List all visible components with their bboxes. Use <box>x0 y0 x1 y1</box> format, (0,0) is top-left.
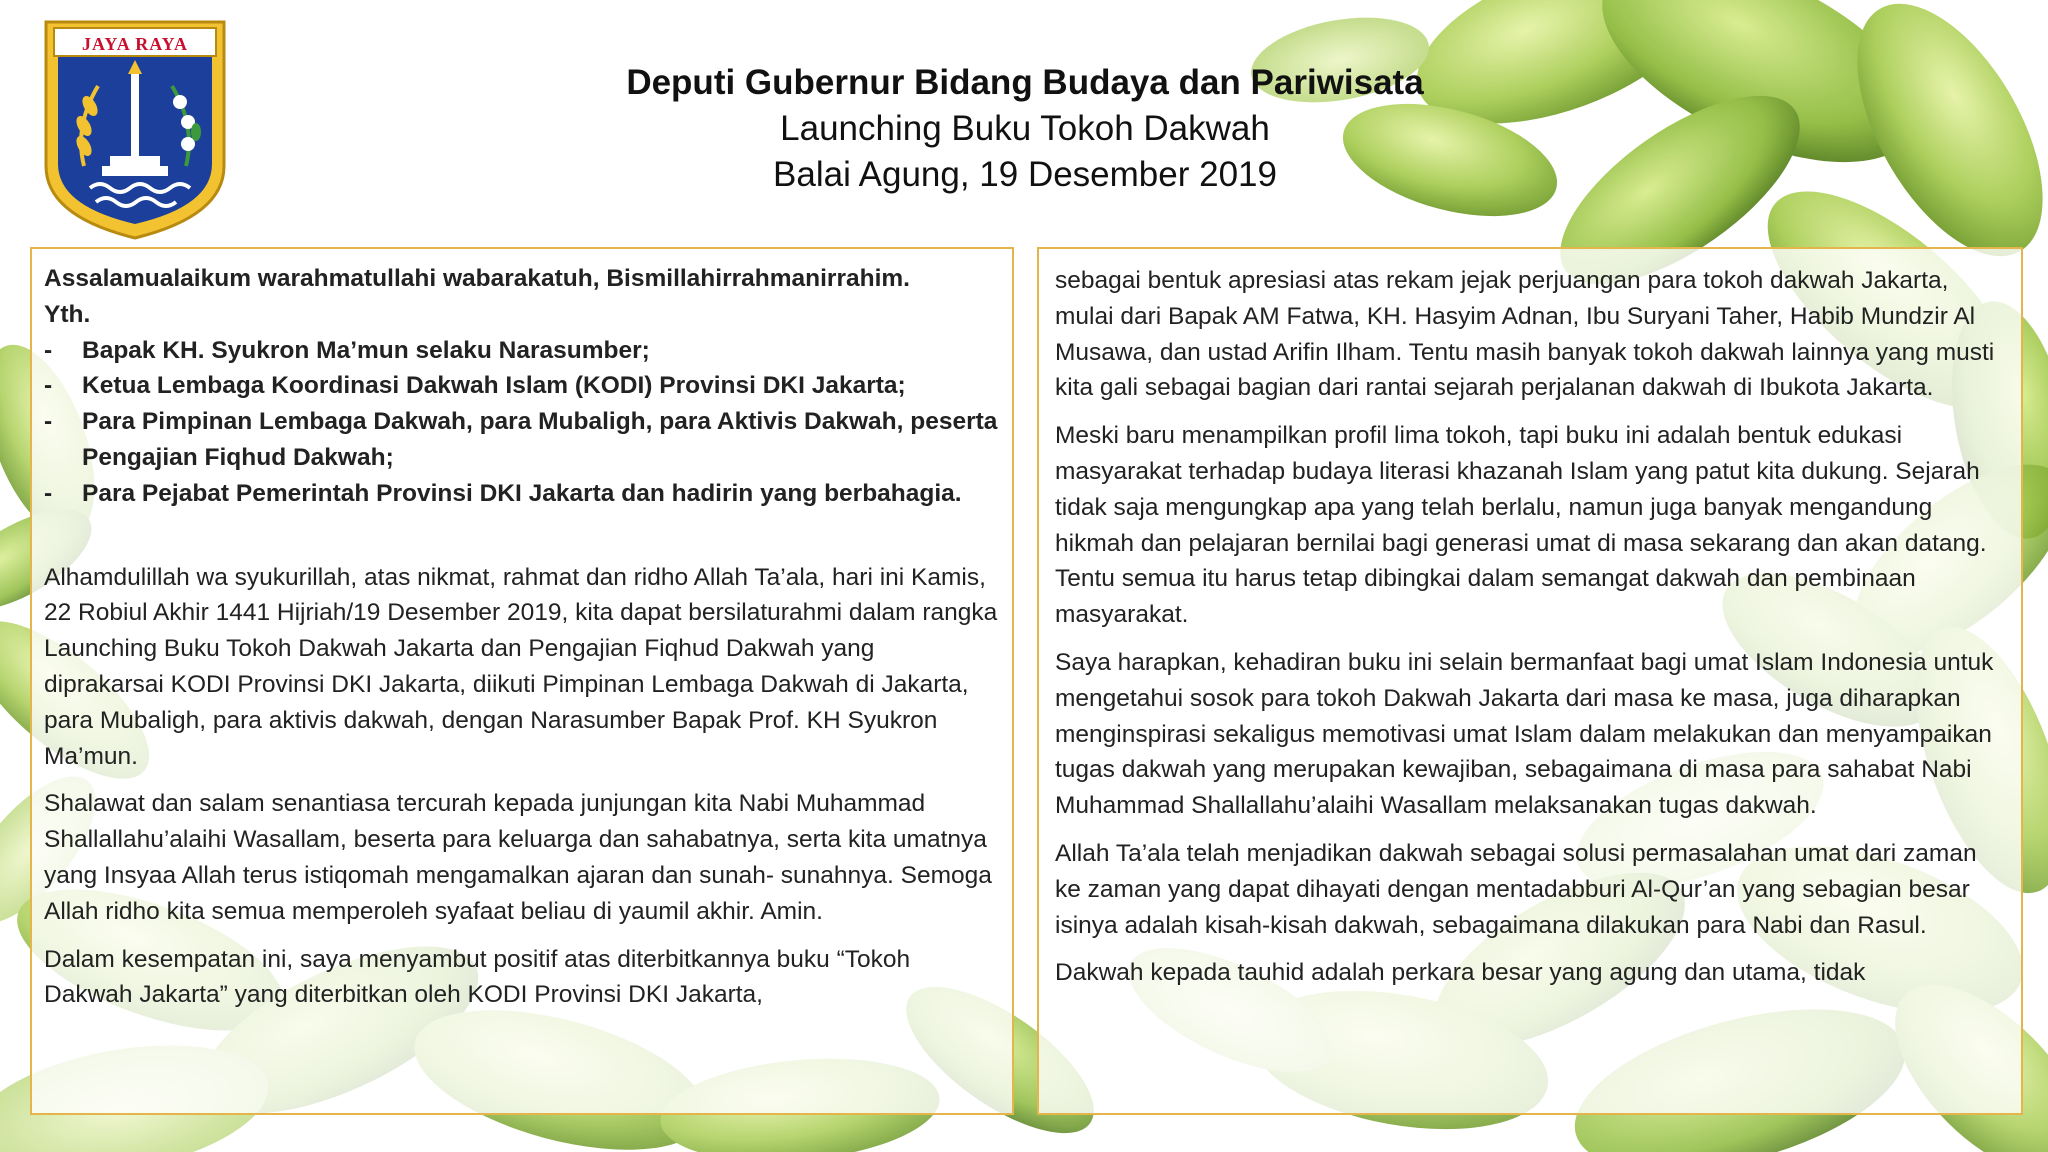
paragraph: Shalawat dan salam senantiasa tercurah kepada junjungan kita Nabi Muhammad Shallallahu’alaihi Wasallam, beserta para keluarga dan sahabatnya, serta kita umatnya yang Insyaa Allah terus istiqomah mengamalkan ajaran dan sunah- sunahnya. Semoga Allah ridho kita semua memperoleh syafaat beliau di yaumil akhir. Amin. <box>44 790 992 925</box>
addressee-item: - Para Pimpinan Lembaga Dakwah, para Mubaligh, para Aktivis Dakwah, peserta Pengajian Fiqhud Dakwah; <box>44 404 998 476</box>
addressee-list <box>44 333 998 512</box>
jakarta-emblem-logo <box>40 16 230 242</box>
emblem-motto: JAYA RAYA <box>82 34 188 54</box>
greeting: Assalamualaikum warahmatullahi wabarakatuh, Bismillahirrahmanirrahim. <box>44 265 910 292</box>
speech-panel-left <box>30 247 1014 1115</box>
addressee-item: - Para Pejabat Pemerintah Provinsi DKI Jakarta dan hadirin yang berbahagia. <box>44 476 998 512</box>
slide-subtitle-event: Launching Buku Tokoh Dakwah <box>780 109 1270 148</box>
paragraph: Alhamdulillah wa syukurillah, atas nikmat, rahmat dan ridho Allah Ta’ala, hari ini Kamis, 22 Robiul Akhir 1441 Hijriah/19 Desember 2019, kita dapat bersilaturahmi dalam rangka Launching Buku Tokoh Dakwah Jakarta dan Pengajian Fiqhud Dakwah yang diprakarsai KODI Provinsi DKI Jakarta, diikuti Pimpinan Lembaga Dakwah di Jakarta, para Mubaligh, para aktivis dakwah, dengan Narasumber Bapak Prof. KH Syukron Ma’mun. <box>44 563 998 770</box>
paragraph: Dalam kesempatan ini, saya menyambut positif atas diterbitkannya buku “Tokoh Dakwah Jakarta” yang diterbitkan oleh KODI Provinsi DKI Jakarta, <box>44 945 911 1009</box>
paragraph: sebagai bentuk apresiasi atas rekam jejak perjuangan para tokoh dakwah Jakarta, mulai dari Bapak AM Fatwa, KH. Hasyim Adnan, Ibu Suryani Taher, Habib Mundzir Al Musawa, dan ustad Arifin Ilham. Tentu masih banyak tokoh dakwah lainnya yang musti kita gali sebagai bagian dari rantai sejarah perjalanan dakwah di Ibukota Jakarta. <box>1055 267 1995 402</box>
spacer <box>44 512 998 560</box>
paragraph: Dakwah kepada tauhid adalah perkara besar yang agung dan utama, tidak <box>1055 959 1866 987</box>
speech-panel-right <box>1037 247 2023 1115</box>
slide-subtitle-venue-date: Balai Agung, 19 Desember 2019 <box>773 155 1277 194</box>
addressee-item: - Ketua Lembaga Koordinasi Dakwah Islam (KODI) Provinsi DKI Jakarta; <box>44 368 998 404</box>
addressee-item: - Bapak KH. Syukron Ma’mun selaku Narasumber; <box>44 333 998 369</box>
paragraph: Saya harapkan, kehadiran buku ini selain bermanfaat bagi umat Islam Indonesia untuk mengetahui sosok para tokoh Dakwah Jakarta dari masa ke masa, juga diharapkan menginspirasi sekaligus memotivasi umat Islam dalam melakukan dan menyampaikan tugas dakwah yang merupakan kewajiban, sebagaimana di masa para sahabat Nabi Muhammad Shallallahu’alaihi Wasallam melaksanakan tugas dakwah. <box>1055 648 1994 820</box>
paragraph: Meski baru menampilkan profil lima tokoh, tapi buku ini adalah bentuk edukasi masyarakat terhadap budaya literasi khazanah Islam yang patut kita dukung. Sejarah tidak saja mengungkap apa yang telah berlalu, namun juga banyak mengandung hikmah dan pelajaran bernilai bagi generasi umat di masa sekarang dan akan datang. Tentu semua itu harus tetap dibingkai dalam semangat dakwah dan pembinaan masyarakat. <box>1055 422 1987 629</box>
paragraph: Allah Ta’ala telah menjadikan dakwah sebagai solusi permasalahan umat dari zaman ke zaman yang dapat dihayati dengan mentadabburi Al-Qur’an yang sebagian besar isinya adalah kisah-kisah dakwah, sebagaimana dilakukan para Nabi dan Rasul. <box>1055 839 1977 939</box>
slide-title: Deputi Gubernur Bidang Budaya dan Pariwisata <box>626 63 1424 102</box>
slide-header <box>500 60 1550 198</box>
greeting-yth: Yth. <box>44 300 91 328</box>
